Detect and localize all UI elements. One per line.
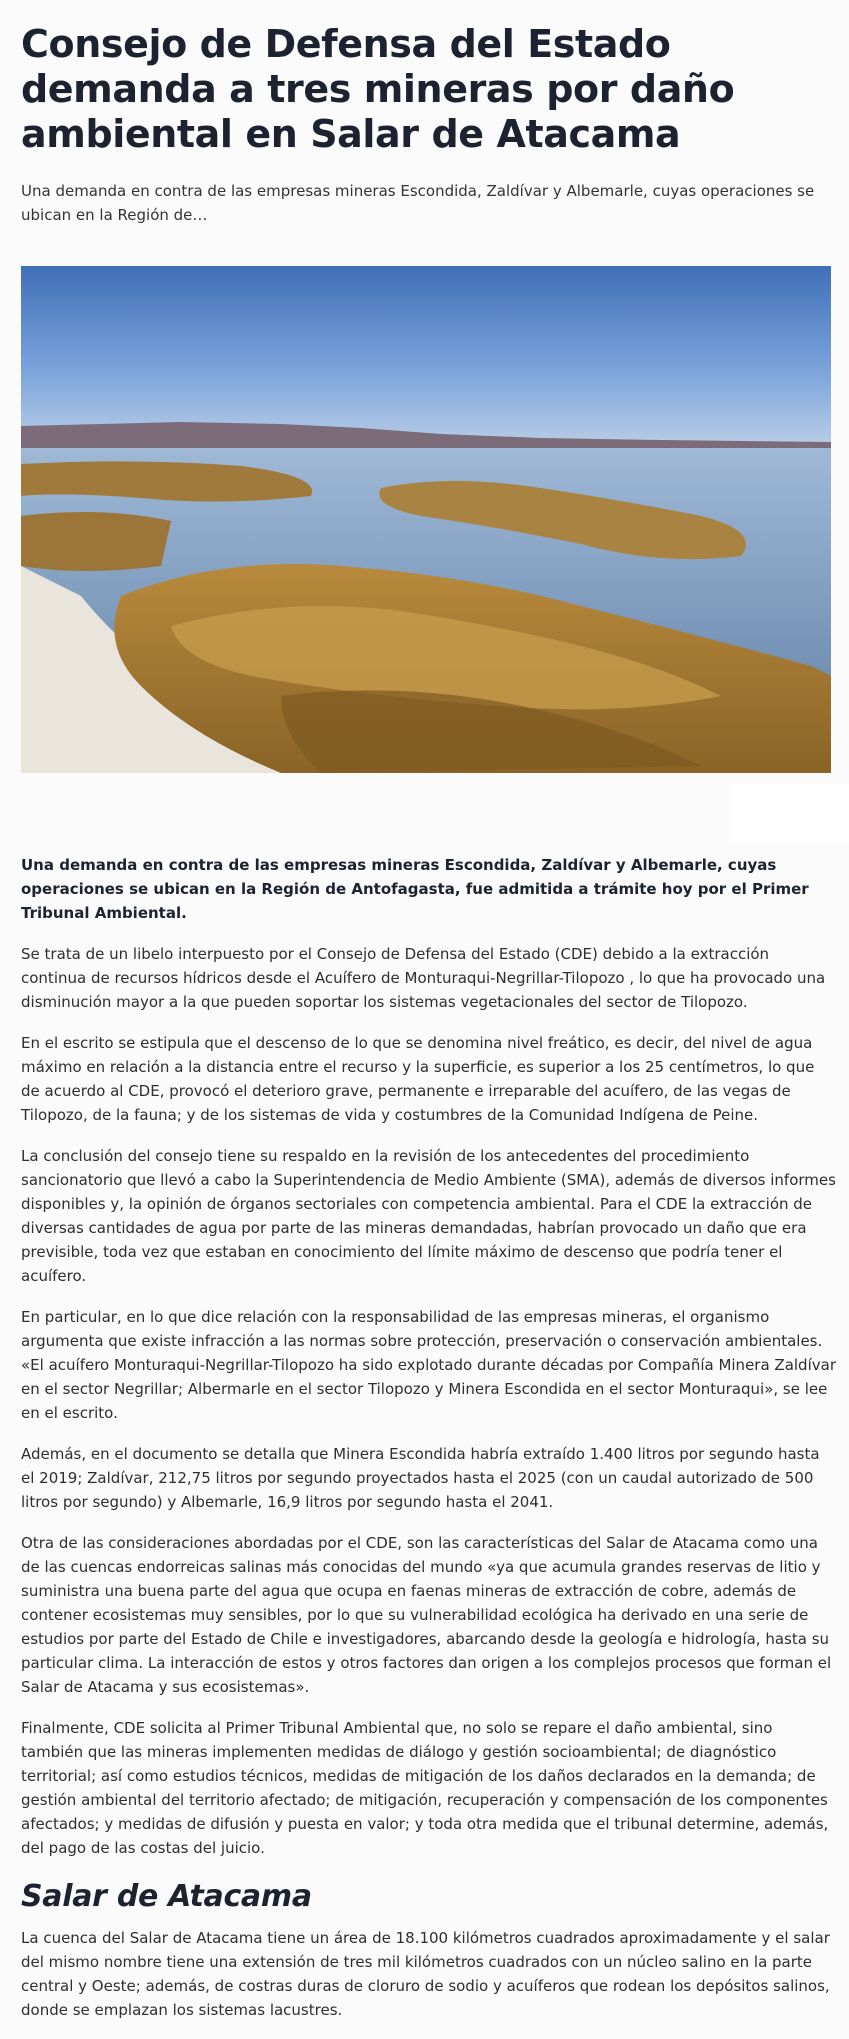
salt-flat-landscape-photo bbox=[21, 266, 831, 773]
article-title: Consejo de Defensa del Estado demanda a tres mineras por daño ambiental en Salar de Atacama bbox=[21, 22, 735, 156]
article-paragraph: Además, en el documento se detalla que Minera Escondida habría extraído 1.400 litros por segundo hasta el 2019; Zaldívar, 212,75 litros por segundo proyectados hasta el 2025 (con un caudal autorizado de 500 litros por segundo) y Albemarle, 16,9 litros por segundo hasta el 2041. bbox=[21, 1445, 820, 1511]
article-body bbox=[21, 853, 836, 2039]
article-lead: Una demanda en contra de las empresas mineras Escondida, Zaldívar y Albemarle, cuyas operaciones se ubican en la Región de… bbox=[21, 182, 815, 224]
article-paragraph: La cuenca del Salar de Atacama tiene un área de 18.100 kilómetros cuadrados aproximadamente y el salar del mismo nombre tiene una extensión de tres mil kilómetros cuadrados con un núcleo salino en la parte central y Oeste; además, de costras duras de cloruro de sodio y acuíferos que rodean los depósitos salinos, donde se emplazan los sistemas lacustres. bbox=[21, 1929, 830, 2019]
section-heading: Salar de Atacama bbox=[21, 1879, 312, 1914]
article-paragraph: Otra de las consideraciones abordadas por el CDE, son las características del Salar de Atacama como una de las cuencas endorreicas salinas más conocidas del mundo «ya que acumula grandes reservas de litio y suministra una buena parte del agua que ocupa en faenas mineras de extracción de cobre, además de contener ecosistemas muy sensibles, por lo que su vulnerabilidad ecológica ha derivado en una serie de estudios por parte del Estado de Chile e investigadores, abarcando desde la geología e hidrología, hasta su particular clima. La interacción de estos y otros factores dan origen a los complejos procesos que forman el Salar de Atacama y sus ecosistemas». bbox=[21, 1534, 832, 1696]
article-paragraph: En particular, en lo que dice relación con la responsabilidad de las empresas mineras, el organismo argumenta que existe infracción a las normas sobre protección, preservación o conservación ambientales. «El acuífero Monturaqui-Negrillar-Tilopozo ha sido explotado durante décadas por Compañía Minera Zaldívar en el sector Negrillar; Albermarle en el sector Tilopozo y Minera Escondida en el sector Monturaqui», se lee en el escrito. bbox=[21, 1308, 836, 1422]
article-intro-paragraph: Una demanda en contra de las empresas mineras Escondida, Zaldívar y Albemarle, cuyas operaciones se ubican en la Región de Antofagasta, fue admitida a trámite hoy por el Primer Tribunal Ambiental. bbox=[21, 856, 809, 922]
hero-image bbox=[21, 266, 831, 773]
article-paragraph: Finalmente, CDE solicita al Primer Tribunal Ambiental que, no solo se repare el daño ambiental, sino también que las mineras implementen medidas de diálogo y gestión socioambiental; de diagnóstico territorial; así como estudios técnicos, medidas de mitigación de los daños declarados en la demanda; de gestión ambiental del territorio afectado; de mitigación, recuperación y compensación de los componentes afectados; y medidas de difusión y puesta en valor; y toda otra medida que el tribunal determine, además, del pago de las costas del juicio. bbox=[21, 1719, 829, 1857]
article-paragraph: En el escrito se estipula que el descenso de lo que se denomina nivel freático, es decir, del nivel de agua máximo en relación a la distancia entre el recurso y la superficie, es superior a los 25 centímetros, lo que de acuerdo al CDE, provocó el deterioro grave, permanente e irreparable del acuífero, de las vegas de Tilopozo, de la fauna; y de los sistemas de vida y costumbres de la Comunidad Indígena de Peine. bbox=[21, 1034, 815, 1124]
article-paragraph: La conclusión del consejo tiene su respaldo en la revisión de los antecedentes del procedimiento sancionatorio que llevó a cabo la Superintendencia de Medio Ambiente (SMA), además de diversos informes disponibles y, la opinión de órganos sectoriales con competencia ambiental. Para el CDE la extracción de diversas cantidades de agua por parte de las mineras demandadas, habrían provocado un daño que era previsible, toda vez que estaban en conocimiento del límite máximo de descenso que podría tener el acuífero. bbox=[21, 1147, 836, 1285]
article-paragraph: Se trata de un libelo interpuesto por el Consejo de Defensa del Estado (CDE) debido a la extracción continua de recursos hídricos desde el Acuífero de Monturaqui-Negrillar-Tilopozo , lo que ha provocado una disminución mayor a la que pueden soportar los sistemas vegetacionales del sector de Tilopozo. bbox=[21, 945, 826, 1011]
image-caption-area bbox=[731, 784, 849, 842]
